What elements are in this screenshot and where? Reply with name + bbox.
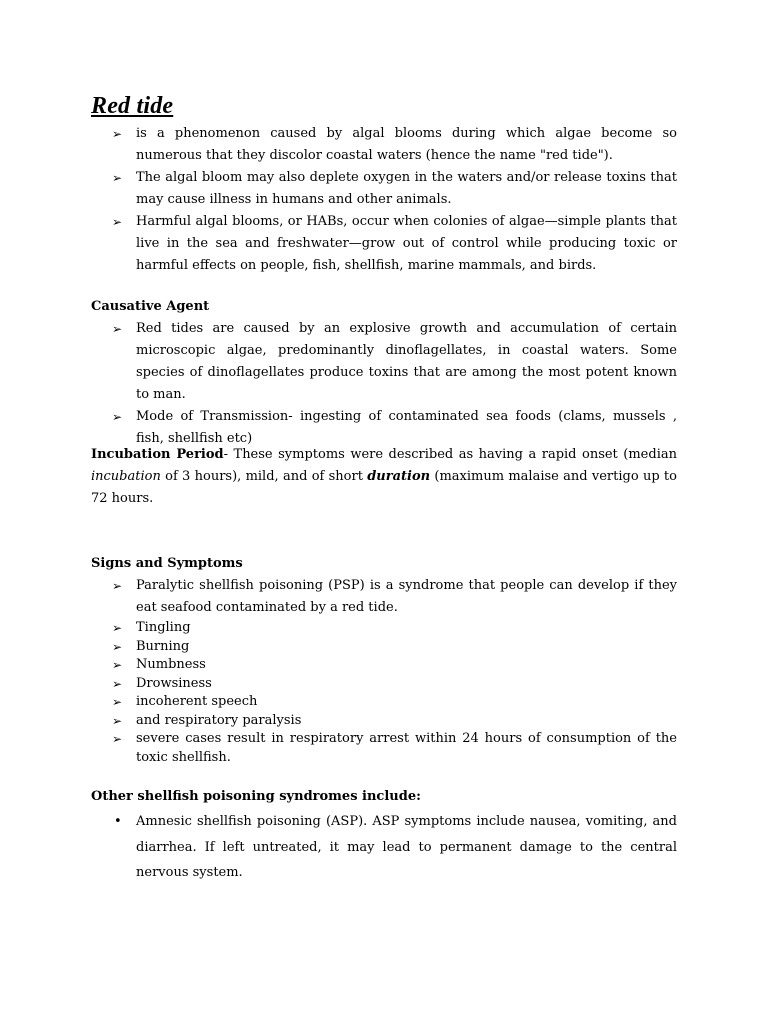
bullet-dot-icon: •	[114, 814, 122, 829]
arrow-bullet-icon: ➢	[112, 215, 123, 229]
other-syndromes-list	[112, 809, 677, 886]
causative-heading: Causative Agent	[91, 299, 210, 314]
arrow-bullet-icon: ➢	[112, 621, 123, 635]
causative-list	[112, 318, 677, 450]
arrow-bullet-icon: ➢	[112, 732, 123, 746]
incubation-label: Incubation Period	[91, 447, 224, 462]
page-title: Red tide	[91, 93, 174, 119]
incubation-paragraph: Incubation Period- These symptoms were described as having a rapid onset (median incubation of 3 hours), mild, and of short duration (maximum malaise and vertigo up to 72 hours.	[91, 447, 677, 506]
list-item: ➢ Mode of Transmission- ingesting of contaminated sea foods (clams, mussels , fish, shellfish etc)	[112, 406, 677, 450]
arrow-bullet-icon: ➢	[112, 410, 123, 424]
arrow-bullet-icon: ➢	[112, 579, 123, 593]
arrow-bullet-icon: ➢	[112, 695, 123, 709]
list-item: ➢ Harmful algal blooms, or HABs, occur when colonies of algae—simple plants that live in the sea and freshwater—grow out of control while producing toxic or harmful effects on people, fish, shellfish, marine mammals, and birds.	[112, 211, 677, 277]
signs-list	[112, 575, 677, 767]
list-item: ➢ incoherent speech	[112, 693, 677, 712]
list-item: ➢ The algal bloom may also deplete oxygen in the waters and/or release toxins that may cause illness in humans and other animals.	[112, 167, 677, 211]
list-item: ➢ Paralytic shellfish poisoning (PSP) is a syndrome that people can develop if they eat seafood contaminated by a red tide.	[112, 575, 677, 619]
list-item: ➢ is a phenomenon caused by algal blooms during which algae become so numerous that they discolor coastal waters (hence the name "red tide").	[112, 123, 677, 167]
list-item: • Amnesic shellfish poisoning (ASP). ASP symptoms include nausea, vomiting, and diarrhea. If left untreated, it may lead to permanent damage to the central nervous system.	[112, 809, 677, 886]
intro-list	[112, 123, 677, 277]
arrow-bullet-icon: ➢	[112, 639, 123, 654]
arrow-bullet-icon: ➢	[112, 658, 123, 672]
arrow-bullet-icon: ➢	[112, 127, 123, 141]
arrow-bullet-icon: ➢	[112, 171, 123, 185]
list-item: ➢ and respiratory paralysis	[112, 712, 677, 731]
list-item: ➢ severe cases result in respiratory arrest within 24 hours of consumption of the toxic shellfish.	[112, 731, 677, 765]
list-item: ➢ Numbness	[112, 656, 677, 675]
list-item: ➢ Burning	[112, 638, 677, 657]
arrow-bullet-icon: ➢	[112, 676, 123, 691]
arrow-bullet-icon: ➢	[112, 713, 123, 728]
arrow-bullet-icon: ➢	[112, 322, 123, 336]
list-item: ➢ Tingling	[112, 619, 677, 638]
list-item: ➢ Red tides are caused by an explosive growth and accumulation of certain microscopic algae, predominantly dinoflagellates, in coastal waters. Some species of dinoflagellates produce toxins that are among the most potent known to man.	[112, 318, 677, 406]
signs-heading: Signs and Symptoms	[91, 556, 243, 571]
list-item: ➢ Drowsiness	[112, 675, 677, 694]
other-syndromes-heading: Other shellfish poisoning syndromes include:	[91, 789, 421, 804]
